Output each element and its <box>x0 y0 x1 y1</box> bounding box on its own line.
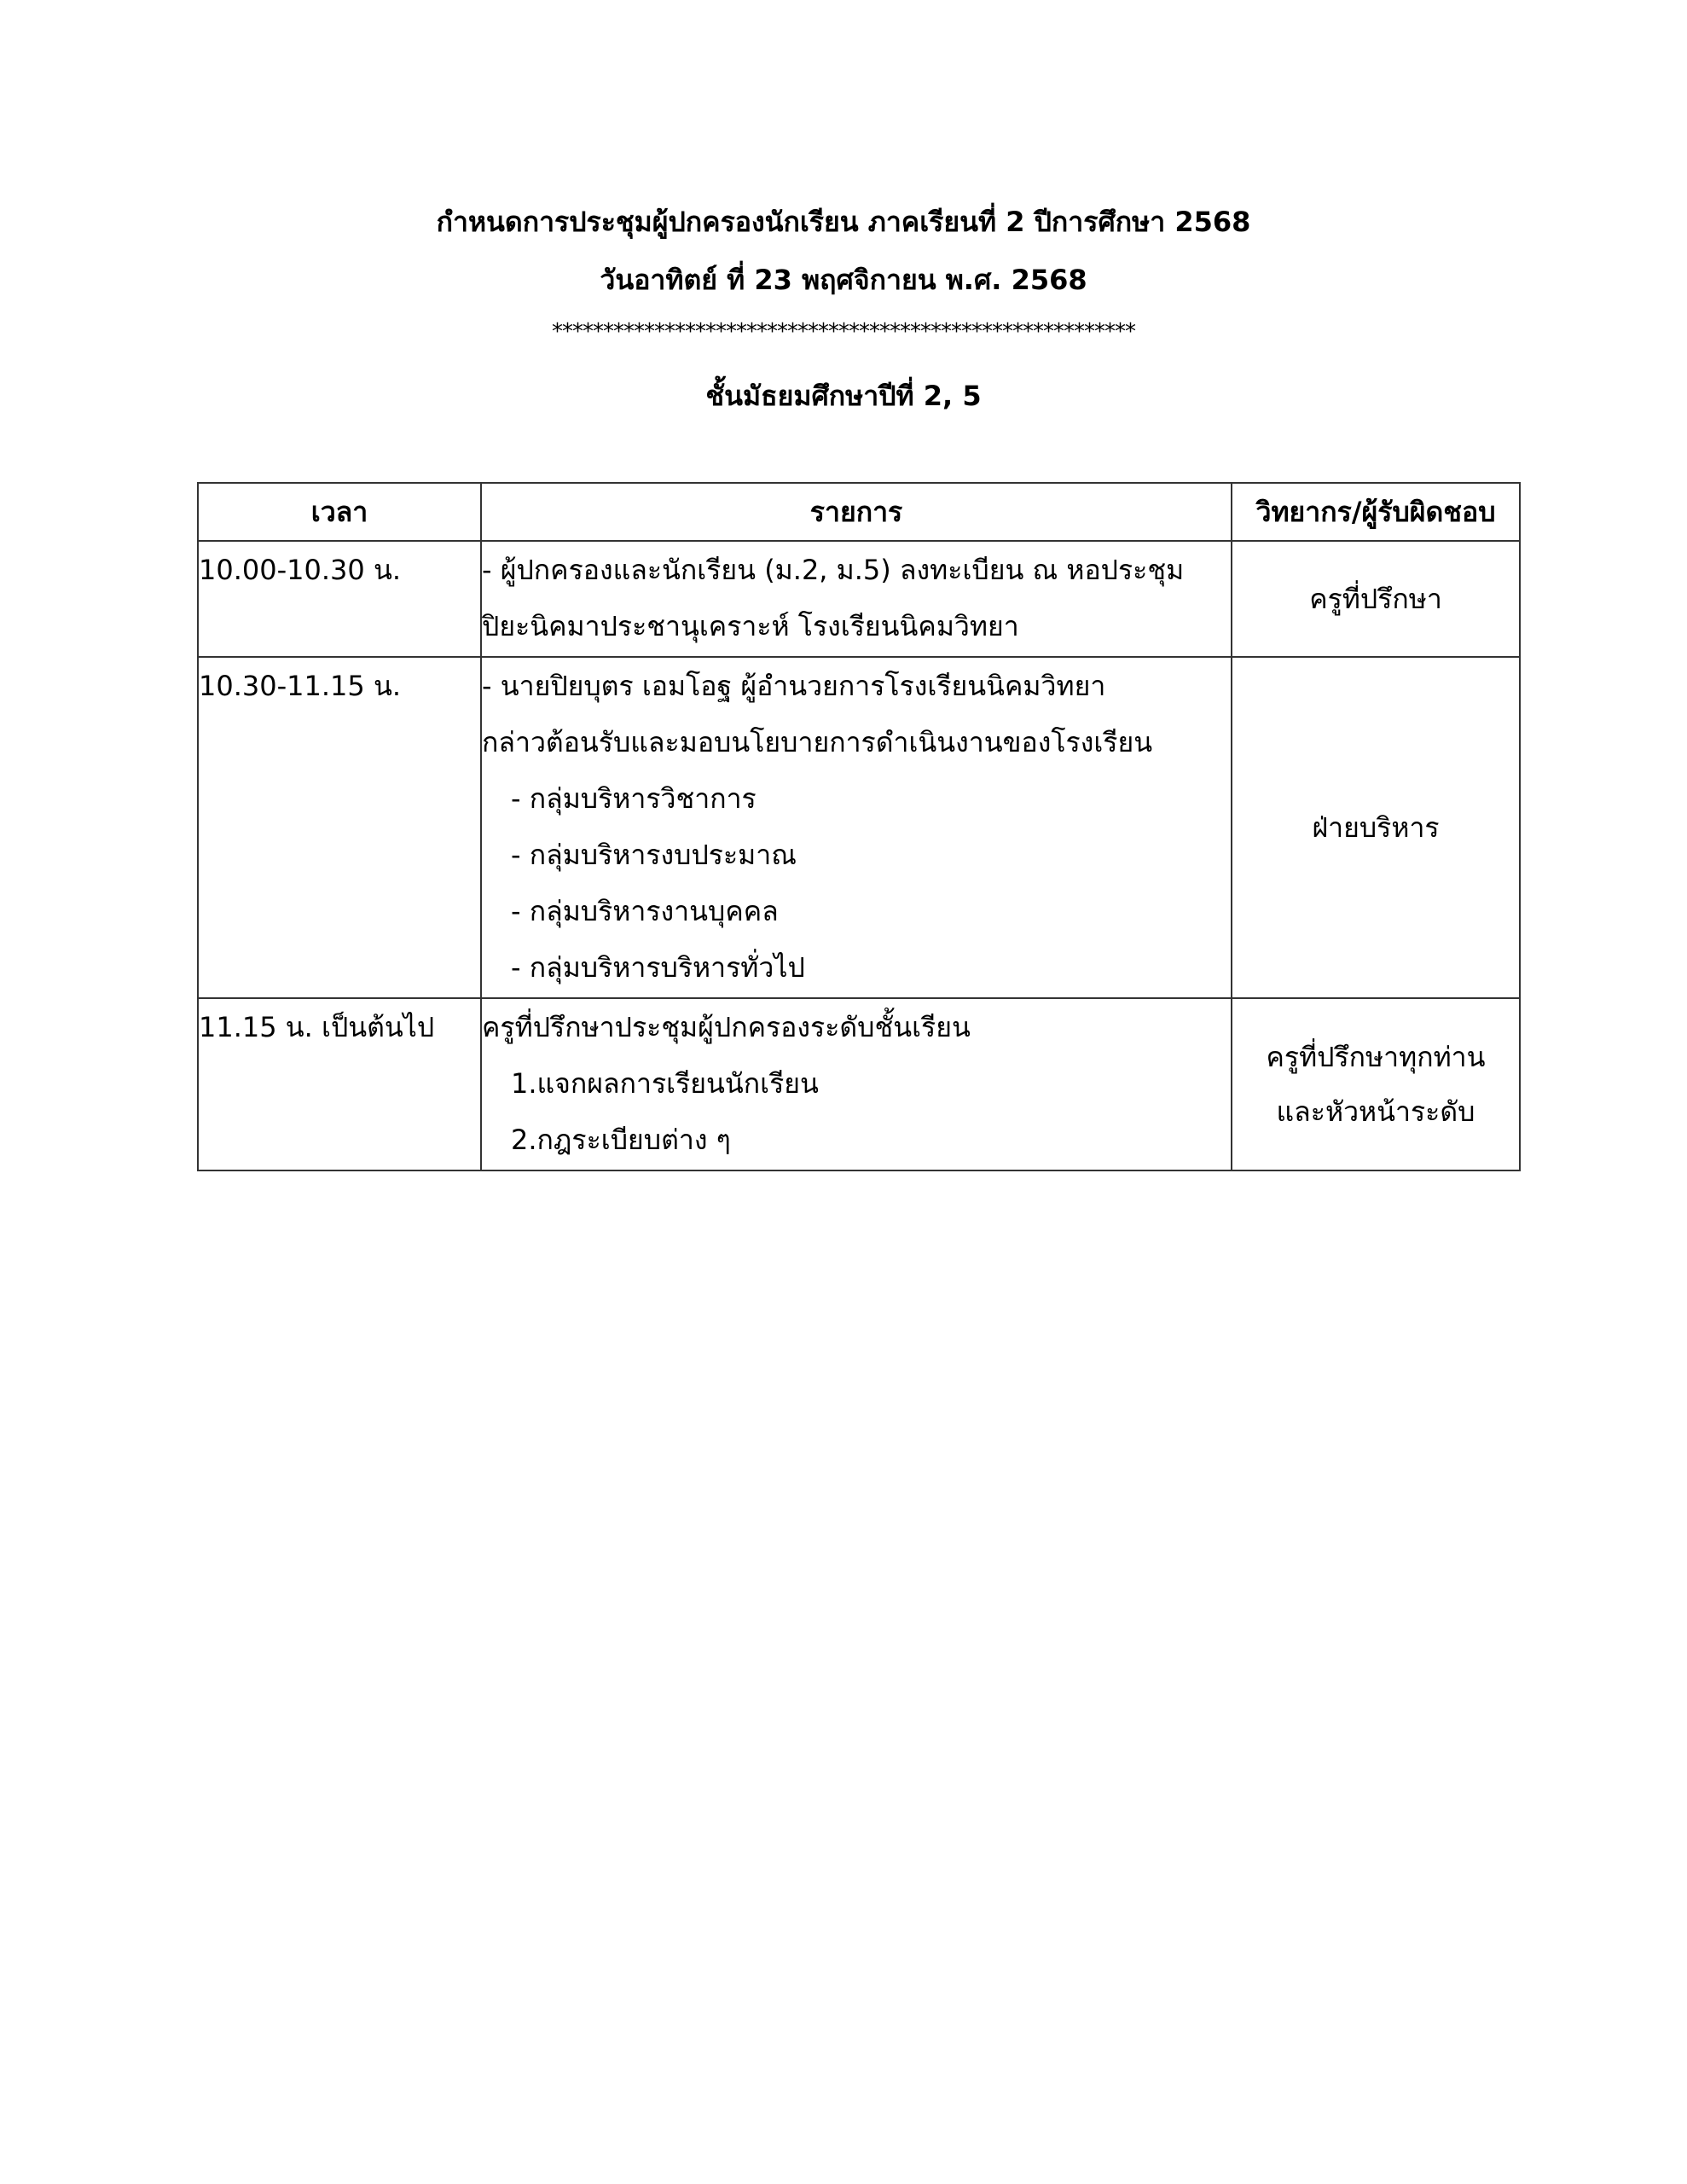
agenda-subitem: - กลุ่มบริหารงบประมาณ <box>511 839 797 871</box>
agenda-subitem: 2.กฎระเบียบต่าง ๆ <box>511 1124 731 1156</box>
agenda-cell <box>481 541 1232 657</box>
responsible-cell <box>1232 657 1520 998</box>
agenda-line: ปิยะนิคมาประชานุเคราะห์ โรงเรียนนิคมวิทยา <box>482 610 1019 642</box>
table-row <box>198 657 1520 998</box>
agenda-line: - ผู้ปกครองและนักเรียน (ม.2, ม.5) ลงทะเบียน ณ หอประชุม <box>482 554 1185 586</box>
grade-level-heading: ชั้นมัธยมศึกษาปีที่ 2, 5 <box>705 380 982 412</box>
agenda-subitem: - กลุ่มบริหารวิชาการ <box>511 782 757 815</box>
responsible-line: ครูที่ปรึกษา <box>1309 583 1442 615</box>
table-row <box>198 541 1520 657</box>
schedule-table <box>197 482 1521 1171</box>
responsible-cell <box>1232 998 1520 1170</box>
time-cell: 10.30-11.15 น. <box>198 657 481 998</box>
table-row <box>198 998 1520 1170</box>
responsible-line: ครูที่ปรึกษาทุกท่าน <box>1266 1041 1486 1073</box>
agenda-line: กล่าวต้อนรับและมอบนโยบายการดำเนินงานของโรงเรียน <box>482 726 1153 758</box>
agenda-cell <box>481 998 1232 1170</box>
responsible-line: และหัวหน้าระดับ <box>1276 1095 1475 1128</box>
responsible-line: ฝ่ายบริหาร <box>1312 811 1440 844</box>
agenda-cell <box>481 657 1232 998</box>
agenda-subitem: - กลุ่มบริหารงานบุคคล <box>511 895 779 927</box>
document-date: วันอาทิตย์ ที่ 23 พฤศจิกายน พ.ศ. 2568 <box>600 264 1087 296</box>
agenda-subitem: - กลุ่มบริหารบริหารทั่วไป <box>511 951 805 984</box>
agenda-line: ครูที่ปรึกษาประชุมผู้ปกครองระดับชั้นเรียน <box>482 1011 971 1043</box>
agenda-subitem: 1.แจกผลการเรียนนักเรียน <box>511 1067 819 1100</box>
agenda-line: - นายปิยบุตร เอมโอฐ ผู้อำนวยการโรงเรียนนิคมวิทยา <box>482 670 1106 702</box>
header-agenda: รายการ <box>481 483 1232 541</box>
responsible-cell <box>1232 541 1520 657</box>
table-header-row <box>198 483 1520 541</box>
time-cell: 10.00-10.30 น. <box>198 541 481 657</box>
header-time: เวลา <box>198 483 481 541</box>
separator-line: ********************************************************* <box>552 319 1135 345</box>
header-responsible: วิทยากร/ผู้รับผิดชอบ <box>1232 483 1520 541</box>
time-cell: 11.15 น. เป็นต้นไป <box>198 998 481 1170</box>
document-title: กำหนดการประชุมผู้ปกครองนักเรียน ภาคเรียนที่ 2 ปีการศึกษา 2568 <box>436 206 1251 238</box>
